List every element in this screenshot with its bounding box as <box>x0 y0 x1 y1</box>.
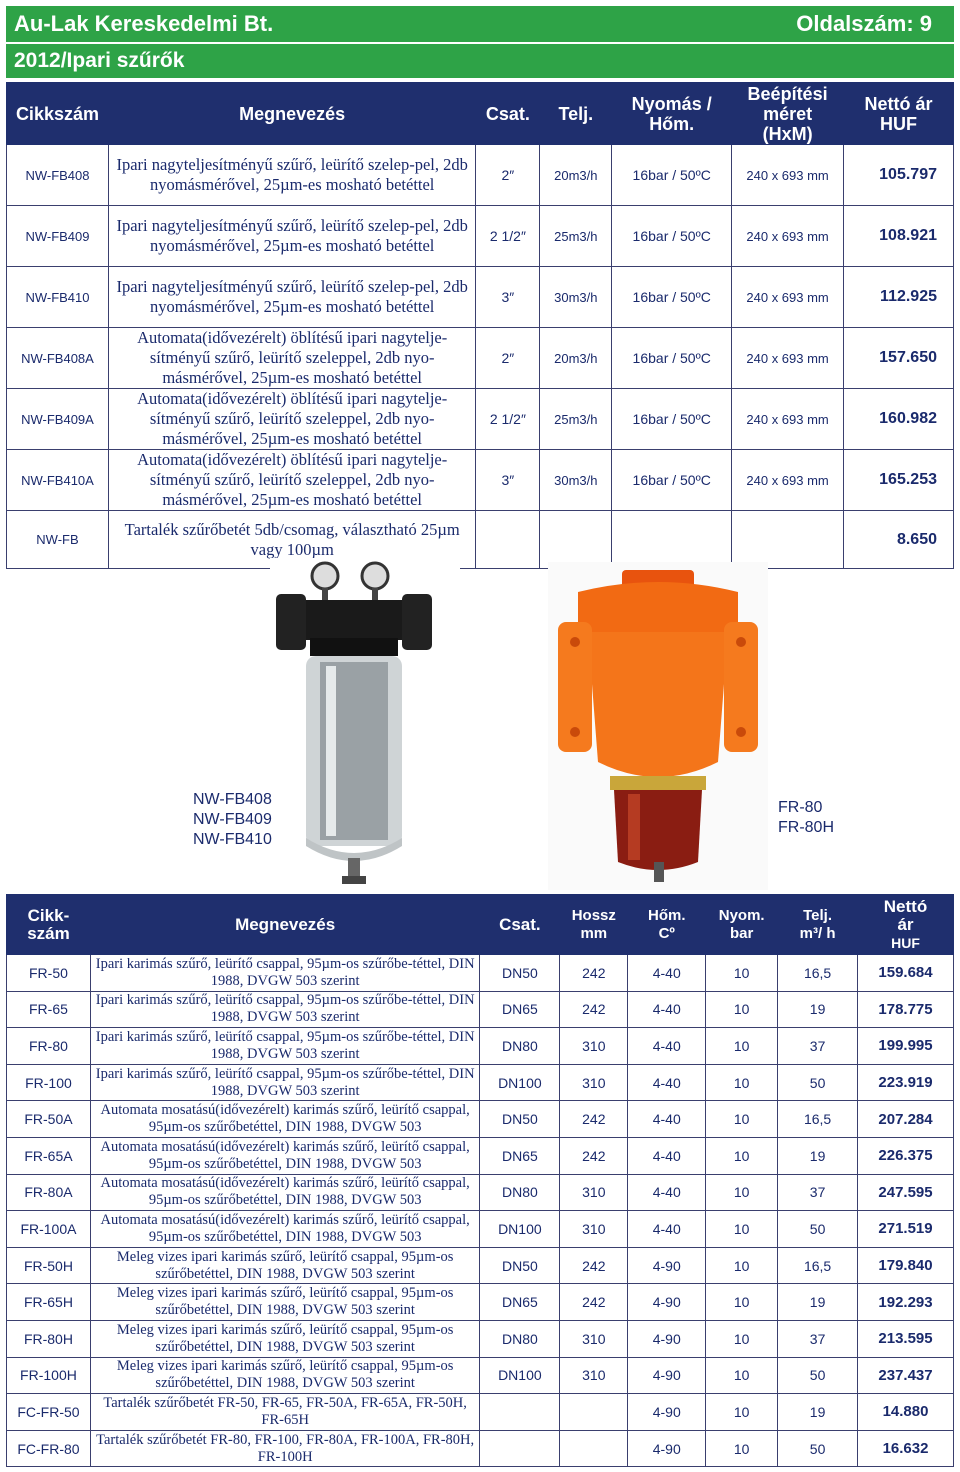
table-row <box>7 1247 954 1284</box>
header-name: Megnevezés <box>90 895 480 955</box>
table-row <box>7 1174 954 1211</box>
connection-size: 2 1/2″ <box>476 206 540 267</box>
table-row <box>7 1357 954 1394</box>
product-description: Automata(idővezérelt) öblítésű ipari nagytelje-sítményű szűrő, leürítő szeleppel, 2db nyo-másmérővel, 25µm-es mosható betéttel <box>108 389 475 450</box>
table-row <box>7 206 954 267</box>
net-price: 105.797 <box>844 145 954 206</box>
connection-size: DN65 <box>480 991 560 1028</box>
flow-rate: 16,5 <box>778 1101 858 1138</box>
product-description: Meleg vizes ipari karimás szűrő, leürítő csappal, 95µm-os szűrőbetéttel, DIN 1988, DVGW 503 szerint <box>90 1284 480 1321</box>
connection-size: DN50 <box>480 1247 560 1284</box>
product-code: FR-65 <box>7 991 91 1028</box>
company-name: Au-Lak Kereskedelmi Bt. <box>14 11 274 36</box>
temperature-range: 4-90 <box>628 1357 706 1394</box>
header-temp-line1: Hőm. <box>647 906 686 924</box>
table-row <box>7 267 954 328</box>
product-code: NW-FB410A <box>7 450 109 511</box>
pressure-bar: 10 <box>706 1394 778 1431</box>
header-length-line1: Hossz <box>571 906 616 924</box>
product-description: Tartalék szűrőbetét FR-50, FR-65, FR-50A, FR-65A, FR-50H, FR-65H <box>90 1394 480 1431</box>
connection-size: DN65 <box>480 1284 560 1321</box>
category-bar <box>6 44 954 78</box>
connection-size: DN50 <box>480 1101 560 1138</box>
length-mm: 242 <box>560 1247 628 1284</box>
install-size: 240 x 693 mm <box>732 389 844 450</box>
net-price: 271.519 <box>858 1211 954 1248</box>
temperature-range: 4-40 <box>628 1211 706 1248</box>
pressure-bar: 10 <box>706 1320 778 1357</box>
pressure-bar: 10 <box>706 1430 778 1467</box>
page-number: Oldalszám: 9 <box>796 11 932 36</box>
temperature-range: 4-90 <box>628 1430 706 1467</box>
connection-size: DN50 <box>480 955 560 992</box>
header-pressure-line1: Nyom. <box>718 906 765 924</box>
net-price: 213.595 <box>858 1320 954 1357</box>
pressure-temperature: 16bar / 50ºC <box>612 389 732 450</box>
connection-size: 3″ <box>476 450 540 511</box>
product-code: NW-FB410 <box>7 267 109 328</box>
table-header-row <box>7 895 954 955</box>
caption-line: FR-80 <box>778 799 823 816</box>
connection-size <box>480 1394 560 1431</box>
header-code: Cikk-szám <box>7 895 91 955</box>
length-mm: 242 <box>560 955 628 992</box>
temperature-range: 4-90 <box>628 1284 706 1321</box>
header-conn: Csat. <box>480 895 560 955</box>
header-price <box>844 83 954 145</box>
header-pressure: Nyomás / Hőm. <box>612 83 732 145</box>
header-conn: Csat. <box>476 83 540 145</box>
length-mm: 242 <box>560 991 628 1028</box>
net-price: 8.650 <box>844 511 954 569</box>
flow-rate: 19 <box>778 1284 858 1321</box>
header-code: Cikkszám <box>7 83 109 145</box>
product-description: Automata mosatású(idővezérelt) karimás szűrő, leürítő csappal, 95µm-os szűrőbetéttel, DIN 1988, DVGW 503 <box>90 1101 480 1138</box>
install-size: 240 x 693 mm <box>732 328 844 389</box>
table-row <box>7 1137 954 1174</box>
flow-rate: 19 <box>778 991 858 1028</box>
product-images <box>0 558 960 894</box>
product-description: Meleg vizes ipari karimás szűrő, leürítő csappal, 95µm-os szűrőbetéttel, DIN 1988, DVGW 503 szerint <box>90 1357 480 1394</box>
pressure-temperature: 16bar / 50ºC <box>612 145 732 206</box>
header-size-line1: Beépítési méret <box>747 83 828 124</box>
product-description: Ipari nagyteljesítményű szűrő, leürítő szelep-pel, 2db nyomásmérővel, 25µm-es mosható betéttel <box>108 145 475 206</box>
caption-line: NW-FB409 <box>193 811 272 828</box>
table-row <box>7 1284 954 1321</box>
product-description: Ipari karimás szűrő, leürítő csappal, 95µm-os szűrőbe-téttel, DIN 1988, DVGW 503 szerint <box>90 955 480 992</box>
product-code: FC-FR-80 <box>7 1430 91 1467</box>
product-code: FR-50H <box>7 1247 91 1284</box>
connection-size: DN100 <box>480 1357 560 1394</box>
net-price: 165.253 <box>844 450 954 511</box>
pressure-bar: 10 <box>706 1064 778 1101</box>
flow-rate: 20m3/h <box>540 145 612 206</box>
product-description: Automata(idővezérelt) öblítésű ipari nagytelje-sítményű szűrő, leürítő szeleppel, 2db nyo-másmérővel, 25µm-es mosható betéttel <box>108 450 475 511</box>
table-row <box>7 1101 954 1138</box>
length-mm: 242 <box>560 1101 628 1138</box>
connection-size: DN100 <box>480 1064 560 1101</box>
temperature-range: 4-40 <box>628 991 706 1028</box>
header-price-line1: Nettó ár <box>864 93 933 114</box>
header-name: Megnevezés <box>108 83 475 145</box>
table-row <box>7 955 954 992</box>
header-price-line1: Nettó <box>883 896 928 916</box>
temperature-range: 4-40 <box>628 1174 706 1211</box>
length-mm: 310 <box>560 1174 628 1211</box>
connection-size <box>480 1430 560 1467</box>
flow-rate: 19 <box>778 1137 858 1174</box>
length-mm <box>560 1394 628 1431</box>
length-mm: 310 <box>560 1320 628 1357</box>
header-price <box>858 895 954 955</box>
length-mm: 242 <box>560 1137 628 1174</box>
product-description: Ipari karimás szűrő, leürítő csappal, 95µm-os szűrőbe-téttel, DIN 1988, DVGW 503 szerint <box>90 991 480 1028</box>
pressure-bar: 10 <box>706 955 778 992</box>
product-description: Automata mosatású(idővezérelt) karimás szűrő, leürítő csappal, 95µm-os szűrőbetéttel, DIN 1988, DVGW 503 <box>90 1174 480 1211</box>
product-description: Meleg vizes ipari karimás szűrő, leürítő csappal, 95µm-os szűrőbetéttel, DIN 1988, DVGW 503 szerint <box>90 1247 480 1284</box>
temperature-range: 4-40 <box>628 1137 706 1174</box>
flow-rate: 50 <box>778 1211 858 1248</box>
temperature-range: 4-40 <box>628 1028 706 1065</box>
pressure-bar: 10 <box>706 1137 778 1174</box>
product-description: Ipari nagyteljesítményű szűrő, leürítő szelep-pel, 2db nyomásmérővel, 25µm-es mosható betéttel <box>108 206 475 267</box>
product-code: NW-FB408A <box>7 328 109 389</box>
pressure-temperature: 16bar / 50ºC <box>612 328 732 389</box>
net-price: 108.921 <box>844 206 954 267</box>
net-price: 247.595 <box>858 1174 954 1211</box>
table-row <box>7 328 954 389</box>
install-size: 240 x 693 mm <box>732 267 844 328</box>
product-code: NW-FB <box>7 511 109 569</box>
net-price: 112.925 <box>844 267 954 328</box>
flow-rate: 30m3/h <box>540 267 612 328</box>
product-code: FR-80 <box>7 1028 91 1065</box>
pressure-temperature: 16bar / 50ºC <box>612 206 732 267</box>
net-price: 14.880 <box>858 1394 954 1431</box>
flow-rate: 25m3/h <box>540 206 612 267</box>
company-header-bar <box>6 6 954 42</box>
header-price-line2: HUF <box>880 113 918 134</box>
flow-rate: 25m3/h <box>540 389 612 450</box>
flange-filter-image <box>548 562 768 890</box>
table-row <box>7 1028 954 1065</box>
product-code: NW-FB409A <box>7 389 109 450</box>
length-mm: 310 <box>560 1211 628 1248</box>
table-row <box>7 1394 954 1431</box>
product-code: FR-80H <box>7 1320 91 1357</box>
pressure-bar: 10 <box>706 1284 778 1321</box>
flow-rate: 50 <box>778 1430 858 1467</box>
product-code: FR-65A <box>7 1137 91 1174</box>
product-description: Automata(idővezérelt) öblítésű ipari nagytelje-sítményű szűrő, leürítő szeleppel, 2db nyo-másmérővel, 25µm-es mosható betéttel <box>108 328 475 389</box>
header-size <box>732 83 844 145</box>
connection-size: DN80 <box>480 1320 560 1357</box>
product-description: Tartalék szűrőbetét FR-80, FR-100, FR-80A, FR-100A, FR-80H, FR-100H <box>90 1430 480 1467</box>
flow-rate: 19 <box>778 1394 858 1431</box>
table-row <box>7 1320 954 1357</box>
net-price: 237.437 <box>858 1357 954 1394</box>
header-flow <box>778 895 858 955</box>
product-description: Ipari nagyteljesítményű szűrő, leürítő szelep-pel, 2db nyomásmérővel, 25µm-es mosható betéttel <box>108 267 475 328</box>
product-code: FR-100A <box>7 1211 91 1248</box>
temperature-range: 4-40 <box>628 1101 706 1138</box>
net-price: 199.995 <box>858 1028 954 1065</box>
net-price: 223.919 <box>858 1064 954 1101</box>
flow-rate: 37 <box>778 1174 858 1211</box>
product-code: NW-FB408 <box>7 145 109 206</box>
temperature-range: 4-40 <box>628 955 706 992</box>
right-image-caption <box>778 798 834 838</box>
header-pressure <box>706 895 778 955</box>
net-price: 157.650 <box>844 328 954 389</box>
product-code: FR-100H <box>7 1357 91 1394</box>
product-description: Automata mosatású(idővezérelt) karimás szűrő, leürítő csappal, 95µm-os szűrőbetéttel, DIN 1988, DVGW 503 <box>90 1137 480 1174</box>
table-row <box>7 1211 954 1248</box>
header-flow-line1: Telj. <box>803 906 833 924</box>
connection-size: 2″ <box>476 328 540 389</box>
temperature-range: 4-90 <box>628 1394 706 1431</box>
table-row <box>7 450 954 511</box>
install-size: 240 x 693 mm <box>732 450 844 511</box>
left-image-caption <box>193 790 272 850</box>
pressure-bar: 10 <box>706 1247 778 1284</box>
product-description: Automata mosatású(idővezérelt) karimás szűrő, leürítő csappal, 95µm-os szűrőbetéttel, DIN 1988, DVGW 503 <box>90 1211 480 1248</box>
cartridge-filter-image <box>270 558 460 894</box>
flow-rate: 37 <box>778 1028 858 1065</box>
header-pressure-line2: bar <box>730 924 754 942</box>
pressure-temperature: 16bar / 50ºC <box>612 450 732 511</box>
header-flow-line2: m³/ h <box>799 924 836 942</box>
product-description: Meleg vizes ipari karimás szűrő, leürítő csappal, 95µm-os szűrőbetéttel, DIN 1988, DVGW 503 szerint <box>90 1320 480 1357</box>
table-row <box>7 991 954 1028</box>
temperature-range: 4-90 <box>628 1247 706 1284</box>
net-price: 16.632 <box>858 1430 954 1467</box>
header-size-line2: (HxM) <box>762 123 813 144</box>
temperature-range: 4-40 <box>628 1064 706 1101</box>
product-code: NW-FB409 <box>7 206 109 267</box>
pressure-bar: 10 <box>706 1211 778 1248</box>
header-price-line2: ár <box>897 914 914 934</box>
net-price: 192.293 <box>858 1284 954 1321</box>
connection-size: 2 1/2″ <box>476 389 540 450</box>
connection-size: DN65 <box>480 1137 560 1174</box>
net-price: 179.840 <box>858 1247 954 1284</box>
table-header-row <box>7 83 954 145</box>
flow-rate: 16,5 <box>778 955 858 992</box>
table-row <box>7 1430 954 1467</box>
header-length <box>560 895 628 955</box>
connection-size: DN80 <box>480 1174 560 1211</box>
pressure-bar: 10 <box>706 1101 778 1138</box>
length-mm: 310 <box>560 1028 628 1065</box>
product-description: Tartalék szűrőbetét 5db/csomag, választható 25µm vagy 100µm <box>108 511 475 569</box>
product-table-fr <box>6 894 954 1467</box>
flow-rate: 50 <box>778 1357 858 1394</box>
length-mm: 242 <box>560 1284 628 1321</box>
header-length-line2: mm <box>580 924 608 942</box>
flow-rate: 30m3/h <box>540 450 612 511</box>
install-size: 240 x 693 mm <box>732 206 844 267</box>
net-price: 207.284 <box>858 1101 954 1138</box>
header-temp <box>628 895 706 955</box>
net-price: 178.775 <box>858 991 954 1028</box>
table-row <box>7 1064 954 1101</box>
connection-size: DN100 <box>480 1211 560 1248</box>
pressure-temperature: 16bar / 50ºC <box>612 267 732 328</box>
table-row <box>7 389 954 450</box>
product-code: FR-50 <box>7 955 91 992</box>
product-description: Ipari karimás szűrő, leürítő csappal, 95µm-os szűrőbe-téttel, DIN 1988, DVGW 503 szerint <box>90 1064 480 1101</box>
flow-rate: 16,5 <box>778 1247 858 1284</box>
header-temp-line2: Cº <box>658 924 675 942</box>
net-price: 159.684 <box>858 955 954 992</box>
product-code: FR-80A <box>7 1174 91 1211</box>
flow-rate: 20m3/h <box>540 328 612 389</box>
install-size: 240 x 693 mm <box>732 145 844 206</box>
net-price: 226.375 <box>858 1137 954 1174</box>
pressure-bar: 10 <box>706 1357 778 1394</box>
flow-rate: 37 <box>778 1320 858 1357</box>
connection-size: 2″ <box>476 145 540 206</box>
caption-line: NW-FB410 <box>193 831 272 848</box>
product-code: FC-FR-50 <box>7 1394 91 1431</box>
product-table-nw <box>6 82 954 569</box>
pressure-bar: 10 <box>706 991 778 1028</box>
connection-size: 3″ <box>476 267 540 328</box>
header-price-line3: HUF <box>891 934 920 951</box>
pressure-bar: 10 <box>706 1028 778 1065</box>
connection-size: DN80 <box>480 1028 560 1065</box>
flow-rate: 50 <box>778 1064 858 1101</box>
length-mm <box>560 1430 628 1467</box>
product-code: FR-65H <box>7 1284 91 1321</box>
temperature-range: 4-90 <box>628 1320 706 1357</box>
product-description: Ipari karimás szűrő, leürítő csappal, 95µm-os szűrőbe-téttel, DIN 1988, DVGW 503 szerint <box>90 1028 480 1065</box>
length-mm: 310 <box>560 1064 628 1101</box>
caption-line: FR-80H <box>778 819 835 836</box>
caption-line: NW-FB408 <box>193 791 272 808</box>
table-row <box>7 145 954 206</box>
length-mm: 310 <box>560 1357 628 1394</box>
category-title: 2012/Ipari szűrők <box>14 49 185 72</box>
pressure-bar: 10 <box>706 1174 778 1211</box>
product-code: FR-50A <box>7 1101 91 1138</box>
product-code: FR-100 <box>7 1064 91 1101</box>
header-flow: Telj. <box>540 83 612 145</box>
net-price: 160.982 <box>844 389 954 450</box>
